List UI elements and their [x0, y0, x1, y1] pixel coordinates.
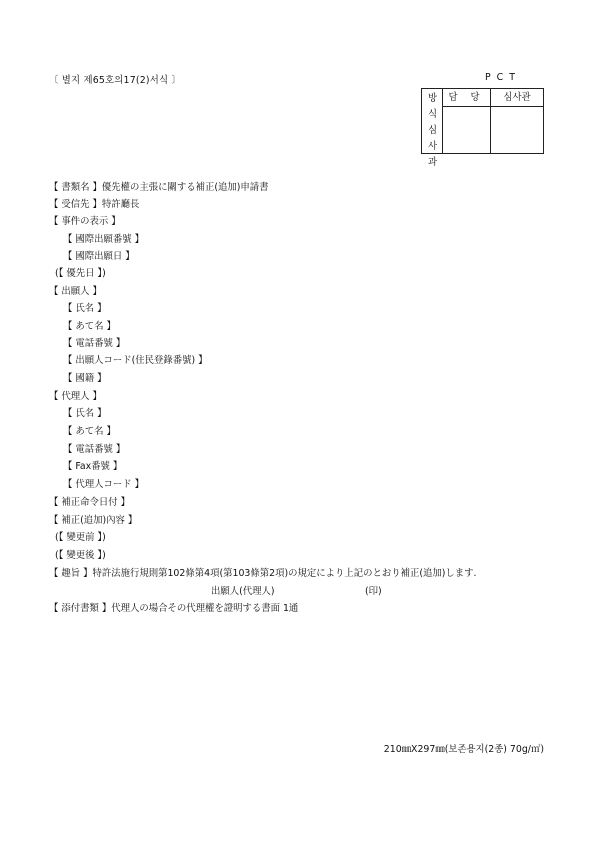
agent-fax-line: 【 Fax番號 】 [63, 461, 123, 472]
review-officer-stamp-cell [443, 107, 491, 153]
applicant-code-line: 【 出願人コード(住民登錄番號) 】 [63, 355, 208, 366]
applicant-line: 【 出願人 】 [49, 286, 102, 297]
after-change-line: (【 變更後 】) [55, 550, 106, 561]
applicant-address-line: 【 あて名 】 [63, 321, 116, 332]
review-col-examiner: 심사관 [491, 89, 543, 107]
review-label-char: 식 [427, 109, 438, 120]
amendment-content-line: 【 補正(追加)內容 】 [49, 515, 138, 526]
review-label-char: 심 [427, 125, 438, 136]
applicant-phone-line: 【 電話番號 】 [63, 338, 126, 349]
case-indication-line: 【 事件の表示 】 [49, 216, 121, 227]
review-label-char: 사 [427, 141, 438, 152]
agent-code-line: 【 代理人コード 】 [63, 479, 144, 490]
agent-name-line: 【 氏名 】 [63, 408, 107, 419]
seal-mark: (印) [365, 586, 382, 597]
paper-spec: 210㎜X297㎜(보존용지(2종) 70g/㎡) [383, 744, 544, 755]
priority-date-line: (【 優先日 】) [55, 268, 106, 279]
purpose-line: 【 趣旨 】特許法施行規則第102條第4項(第103條第2項)の規定により上記のとおり補正(追加)します. [49, 568, 477, 579]
form-number: 〔 별지 제65호의17(2)서식 〕 [49, 75, 182, 86]
intl-filing-date-line: 【 國際出願日 】 [63, 251, 135, 262]
review-label-char: 과 [427, 157, 438, 168]
applicant-agent-signature-label: 出願人(代理人) [211, 586, 275, 597]
document-name-line: 【 書類名 】優先權の主張に關する補正(追加)申請書 [49, 182, 269, 193]
review-box-label [422, 89, 443, 168]
before-change-line: (【 變更前 】) [55, 532, 106, 543]
intl-application-number-line: 【 國際出願番號 】 [63, 234, 144, 245]
review-label-char: 방 [427, 93, 438, 104]
agent-phone-line: 【 電話番號 】 [63, 444, 126, 455]
attached-documents-line: 【 添付書類 】代理人の場合その代理權を證明する書面 1通 [49, 603, 299, 614]
agent-line: 【 代理人 】 [49, 391, 102, 402]
recipient-line: 【 受信先 】特許廳長 [49, 199, 140, 210]
amendment-order-date-line: 【 補正命令日付 】 [49, 497, 130, 508]
agent-address-line: 【 あて名 】 [63, 426, 116, 437]
pct-label: PCT [485, 72, 521, 83]
review-box [421, 88, 544, 168]
applicant-name-line: 【 氏名 】 [63, 303, 107, 314]
review-col-officer: 담 당 [443, 89, 491, 107]
applicant-nationality-line: 【 國籍 】 [63, 373, 107, 384]
review-examiner-stamp-cell [491, 107, 543, 153]
